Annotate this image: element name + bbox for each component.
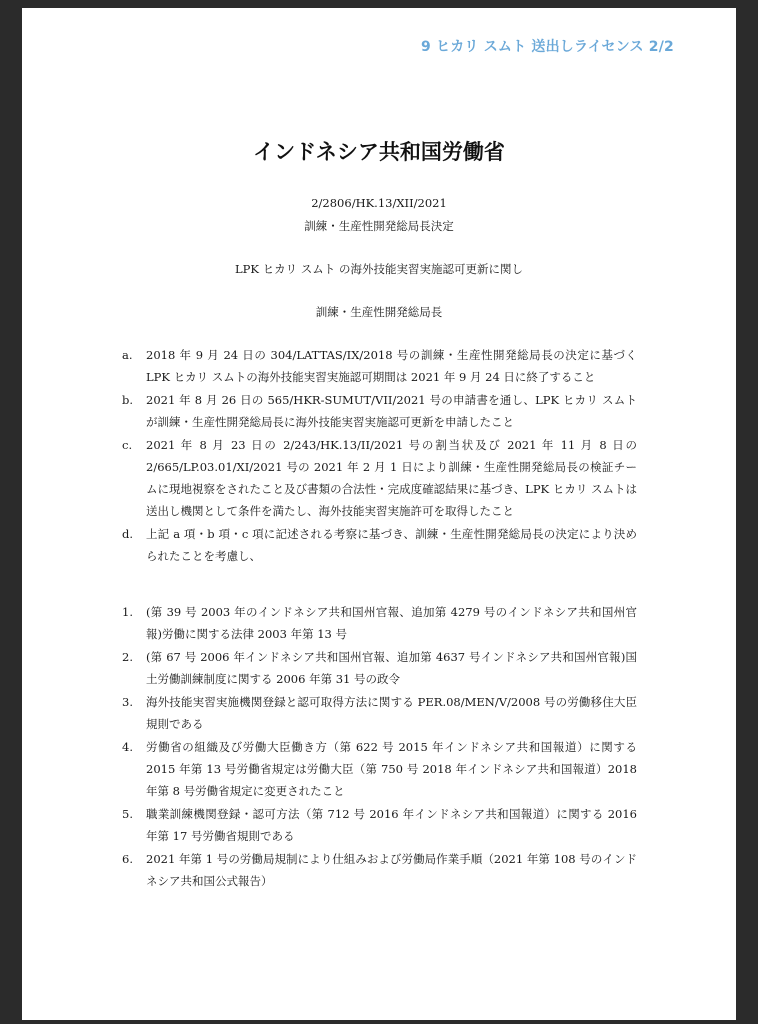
item-text: 海外技能実習実施機関登録と認可取得方法に関する PER.08/MEN/V/2008 号の労働移住大臣規則である: [146, 695, 637, 731]
decree-subject: LPK ヒカリ スムト の海外技能実習実施認可更新に関し: [235, 262, 523, 276]
reference-item: [122, 848, 637, 892]
reference-item: [122, 803, 637, 847]
item-marker: d.: [122, 527, 134, 541]
item-marker: 1.: [122, 605, 133, 619]
item-text: (第 39 号 2003 年のインドネシア共和国州官報、追加第 4279 号のインドネシア共和国州官報)労働に関する法律 2003 年第 13 号: [146, 605, 637, 641]
item-marker: 5.: [122, 807, 133, 821]
item-marker: c.: [122, 438, 133, 452]
item-text: (第 67 号 2006 年インドネシア共和国州官報、追加第 4637 号インドネシア共和国州官報)国土労働訓練制度に関する 2006 年第 31 号の政令: [146, 650, 637, 686]
consideration-item: [122, 523, 637, 567]
item-text: 2021 年第 1 号の労働局規制により仕組みおよび労働局作業手順（2021 年第 108 号のインドネシア共和国公式報告）: [146, 852, 637, 888]
item-marker: b.: [122, 393, 134, 407]
item-marker: 2.: [122, 650, 133, 664]
document-page: [22, 8, 736, 1020]
references-list: [122, 601, 637, 893]
item-text: 労働省の組織及び労働大臣働き方（第 622 号 2015 年インドネシア共和国報道）に関する 2015 年第 13 号労働省規定は労働大臣（第 750 号 2018 年インドネシア共和国報道）2018 年第 8 号労働省規定に変更されたこと: [146, 740, 637, 798]
item-text: 職業訓練機関登録・認可方法（第 712 号 2016 年インドネシア共和国報道）に関する 2016 年第 17 号労働省規則である: [146, 807, 637, 843]
consideration-item: [122, 389, 637, 433]
item-marker: 4.: [122, 740, 133, 754]
reference-item: [122, 646, 637, 690]
reference-item: [122, 601, 637, 645]
reference-item: [122, 736, 637, 802]
item-marker: 3.: [122, 695, 133, 709]
consideration-item: [122, 344, 637, 388]
decree-number: 2/2806/HK.13/XII/2021: [311, 196, 447, 210]
item-marker: a.: [122, 348, 133, 362]
considerations-list: [122, 344, 637, 568]
ministry-title: インドネシア共和国労働省: [253, 140, 505, 164]
issuing-authority: 訓練・生産性開発総局長: [315, 305, 443, 319]
item-text: 2021 年 8 月 23 日の 2/243/HK.13/II/2021 号の割当状及び 2021 年 11 月 8 日の 2/665/LP.03.01/XI/2021 号の 2021 年 2 月 1 日により訓練・生産性開発総局長の検証チームに現地視察をされたこと及び書類の合法性・完成度確認結果に基づき、LPK ヒカリ スムトは送出し機関として条件を満たし、海外技能実習実施許可を取得したこと: [146, 438, 637, 518]
decree-type: 訓練・生産性開発総局長決定: [304, 219, 454, 233]
item-marker: 6.: [122, 852, 133, 866]
license-page-stamp: 9 ヒカリ スムト 送出しライセンス 2/2: [421, 39, 674, 55]
consideration-item: [122, 434, 637, 522]
item-text: 2018 年 9 月 24 日の 304/LATTAS/IX/2018 号の訓練・生産性開発総局長の決定に基づく LPK ヒカリ スムトの海外技能実習実施認可期間は 2021 年 9 月 24 日に終了すること: [146, 348, 637, 384]
item-text: 上記 a 項・b 項・c 項に記述される考察に基づき、訓練・生産性開発総局長の決定により決められたことを考慮し、: [146, 527, 637, 563]
reference-item: [122, 691, 637, 735]
item-text: 2021 年 8 月 26 日の 565/HKR-SUMUT/VII/2021 号の申請書を通し、LPK ヒカリ スムトが訓練・生産性開発総局長に海外技能実習実施認可更新を申請したこと: [146, 393, 637, 429]
